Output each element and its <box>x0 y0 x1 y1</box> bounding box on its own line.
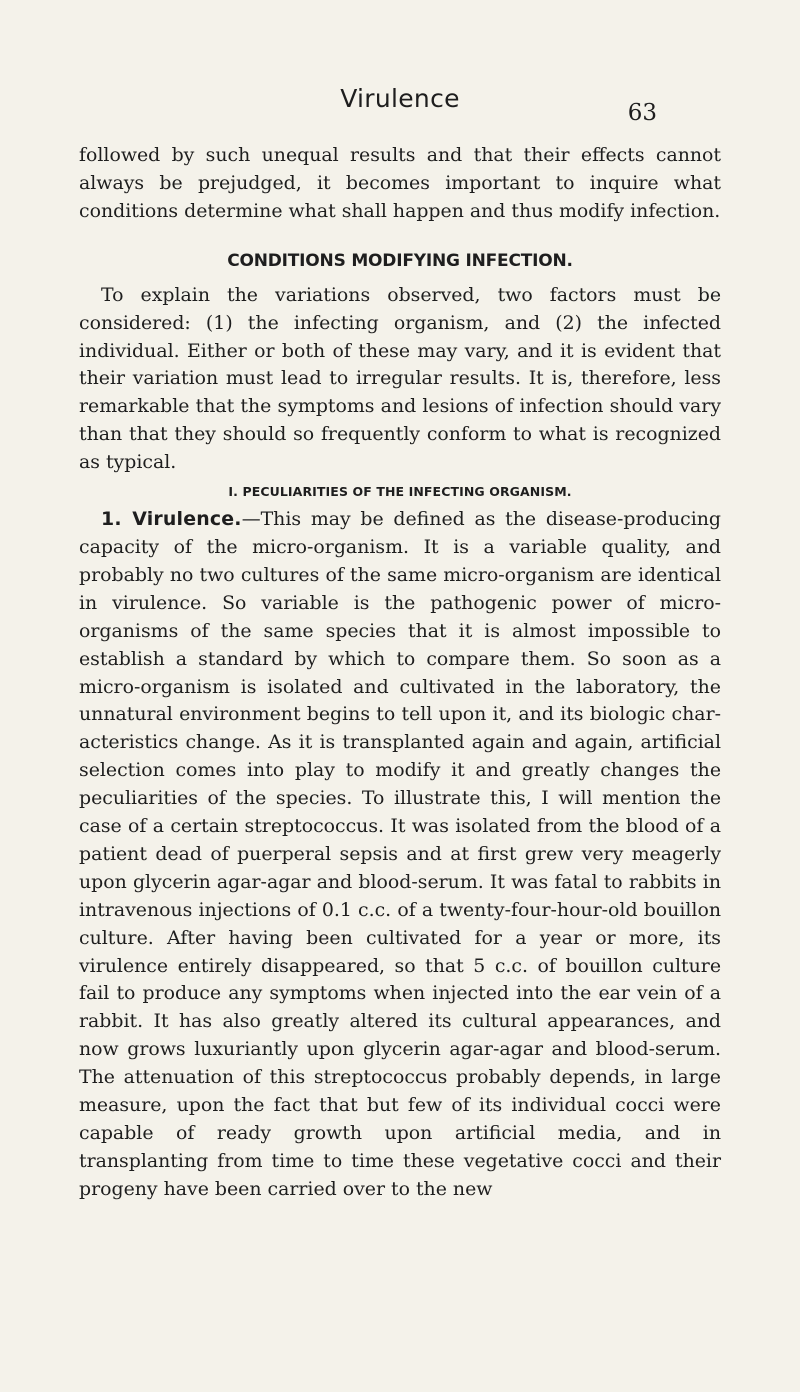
paragraph-virulence-text: —This may be defined as the disease-producing capacity of the micro-organism. It is a variable quality, and probably no two cultures of the same micro-organism are identical in virulence. So variable is the pathogenic power of micro-organisms of the same species that it is almost impossible to establish a standard by which to compare them. So soon as a micro-organism is isolated and cultivated in the laboratory, the unnatural environment begins to tell upon it, and its biologic characteristics change. As it is transplanted again and again, artificial selection comes into play to modify it and greatly changes the peculiarities of the species. To illustrate this, I will mention the case of a certain streptococcus. It was isolated from the blood of a patient dead of puerperal sepsis and at first grew very meagerly upon glycerin agar-agar and blood-serum. It was fatal to rabbits in intravenous injections of 0.1 c.c. of a twenty-four-hour-old bouillon culture. After having been cultivated for a year or more, its virulence entirely disappeared, so that 5 c.c. of bouillon culture fail to produce any symptoms when injected into the ear vein of a rabbit. It has also greatly altered its cultural appearances, and now grows luxuriantly upon glycerin agar-agar and blood-serum. The attenuation of this streptococcus probably depends, in large measure, upon the fact that but few of its individual cocci were capable of ready growth upon artificial media, and in transplanting from time to time these vegetative cocci and their progeny have been carried over to the new <box>79 508 721 1200</box>
paragraph-virulence <box>79 506 721 1204</box>
running-head <box>0 84 800 126</box>
run-in-heading: 1. Virulence. <box>101 508 242 531</box>
running-title: Virulence <box>340 84 460 113</box>
paragraph-continuation: followed by such unequal results and that their effects cannot always be prejudged, it becomes important to inquire what conditions determine what shall happen and thus modify infection. <box>79 144 721 222</box>
body-text <box>79 142 721 1204</box>
subsection-heading: I. PECULIARITIES OF THE INFECTING ORGANISM. <box>228 484 572 500</box>
section-heading: CONDITIONS MODIFYING INFECTION. <box>227 250 573 271</box>
paragraph-conditions: To explain the variations observed, two factors must be considered: (1) the infecting organism, and (2) the infected individual. Either or both of these may vary, and it is evident that their variation must lead to irregular results. It is, therefore, less remarkable that the symptoms and lesions of infection should vary than that they should so frequently conform to what is recognized as typical. <box>79 283 721 474</box>
page-number: 63 <box>627 100 657 126</box>
